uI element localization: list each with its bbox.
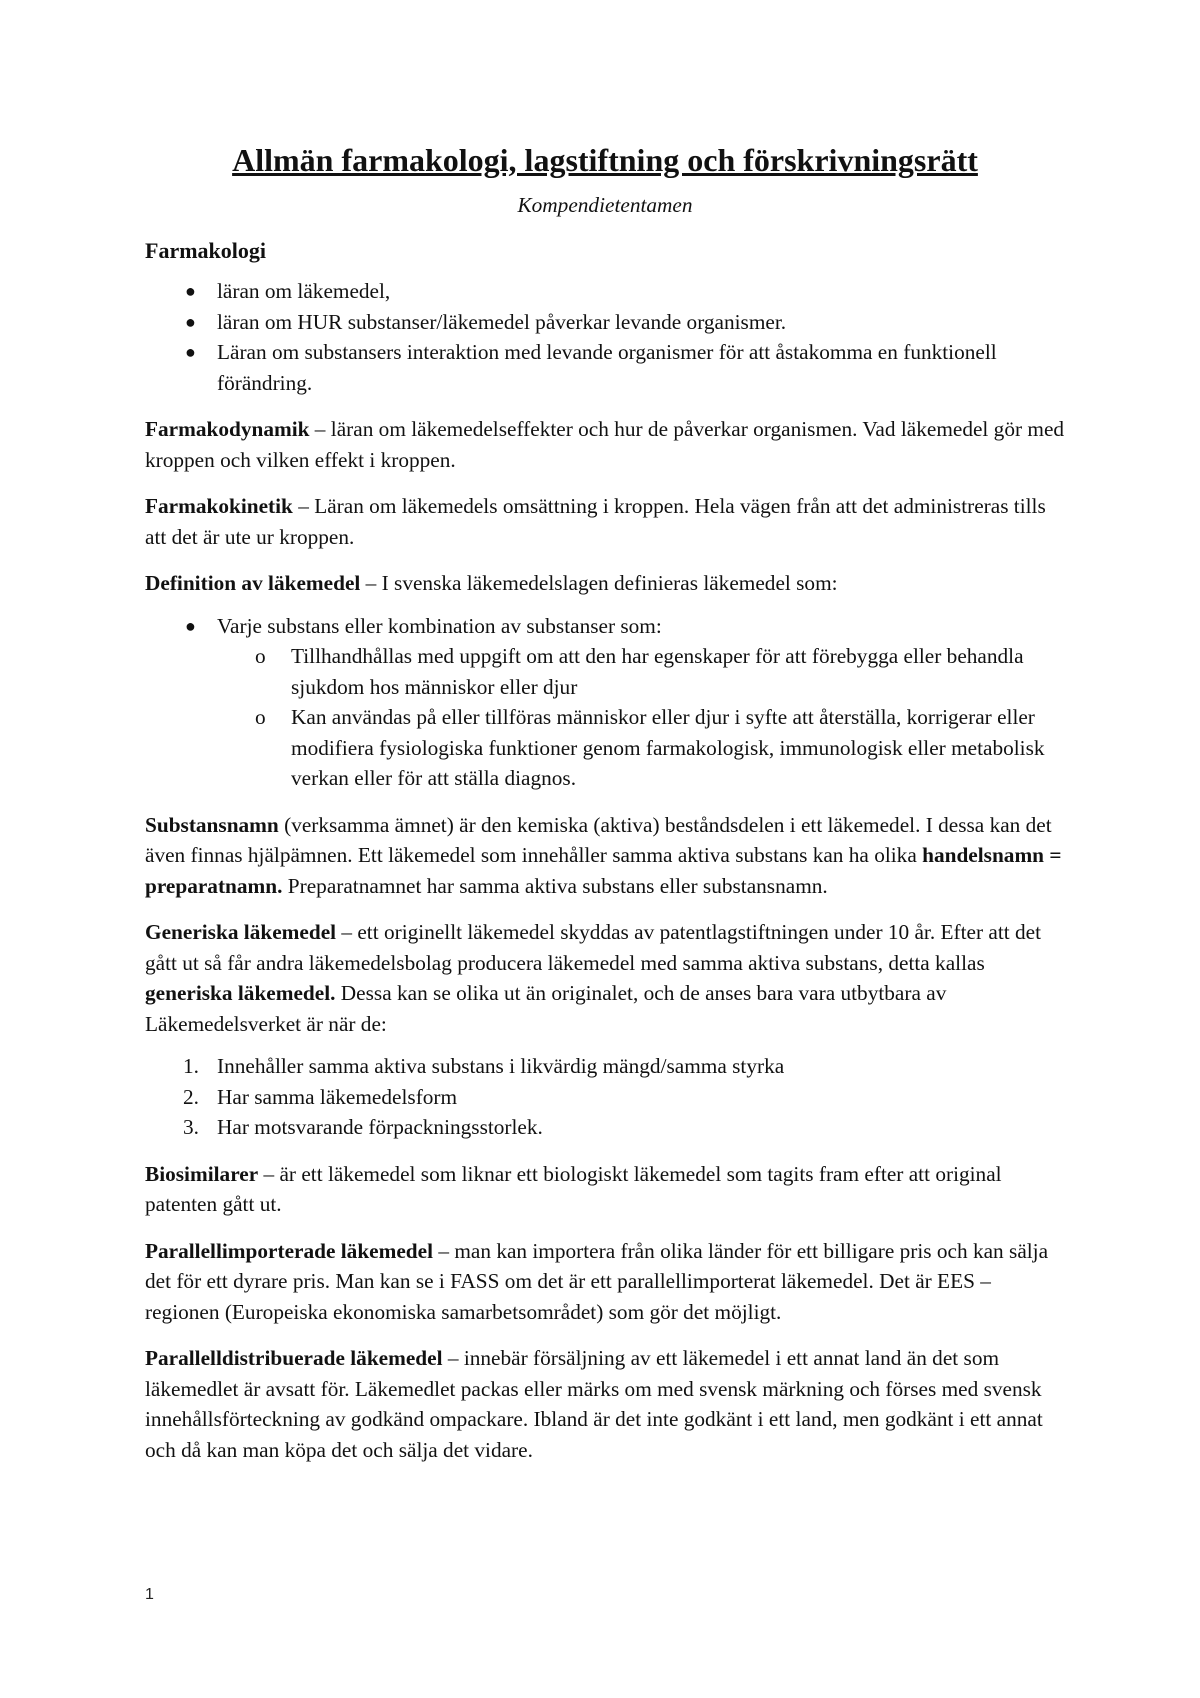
item-number: 2. (183, 1084, 199, 1109)
numbered-item-text: Har motsvarande förpackningsstorlek. (217, 1115, 543, 1139)
sub-list-item (217, 641, 1065, 702)
page-content (145, 140, 1065, 1481)
paragraph-text: Preparatnamnet har samma aktiva substans eller substansnamn. (282, 873, 828, 898)
circle-bullet-icon: o (255, 644, 266, 668)
numbered-item (145, 1051, 1065, 1082)
definition-bullet-list (145, 611, 1065, 794)
list-item (145, 611, 1065, 794)
paragraph-farmakokinetik (145, 491, 1065, 552)
term-paralleldistribuerade: Parallelldistribuerade läkemedel (145, 1346, 443, 1370)
paragraph-definition (145, 568, 1065, 599)
term-generiska: Generiska läkemedel (145, 920, 337, 944)
definition-text: – man kan importera från olika länder för ett billigare pris och kan sälja det för ett dyrare pris. Man kan se i FASS om det är ett parallellimporterat läkemedel. Det är EES – regionen (Europeiska ekonomiska samarbetsområdet) som gör det möjligt. (145, 1238, 1049, 1324)
item-number: 3. (183, 1115, 199, 1139)
list-item (145, 307, 1065, 338)
numbered-item-text: Innehåller samma aktiva substans i likvärdig mängd/samma styrka (217, 1054, 785, 1078)
definition-text: – I svenska läkemedelslagen definieras läkemedel som: (360, 571, 838, 595)
numbered-item (145, 1082, 1065, 1113)
list-item-text: Varje substans eller kombination av substanser som: (217, 613, 662, 638)
list-item-text: Läran om substansers interaktion med levande organismer för att åstakomma en funktionell förändring. (217, 340, 997, 395)
term-parallellimporterade: Parallellimporterade läkemedel (145, 1238, 434, 1263)
paragraph-farmakodynamik (145, 414, 1065, 475)
bullet-icon: ● (185, 281, 196, 301)
term-handelsnamn: handelsnamn = preparatnamn. (145, 843, 1062, 898)
paragraph-paralleldistribuerade (145, 1343, 1065, 1465)
term-farmakokinetik: Farmakokinetik (145, 494, 293, 518)
term-definition: Definition av läkemedel (145, 571, 361, 595)
sub-list-item-text: Kan användas på eller tillföras människor eller djur i syfte att återställa, korrigerar eller modifiera fysiologiska funktioner genom farmakologisk, immunologisk eller metabolisk verkan eller för att ställa diagnos. (291, 705, 1045, 790)
definition-text: – innebär försäljning av ett läkemedel i ett annat land än det som läkemedlet är avsatt för. Läkemedlet packas eller märks om med svensk märkning och förses med svensk innehållsförteckning av godkänd ompackare. Ibland är det inte godkänt i ett land, men godkänt i ett annat och då kan man köpa det och sälja det vidare. (145, 1346, 1043, 1462)
term-biosimilarer: Biosimilarer (145, 1161, 259, 1186)
list-item (145, 337, 1065, 398)
paragraph-biosimilarer (145, 1159, 1065, 1220)
term-generiska-inline: generiska läkemedel. (145, 981, 336, 1005)
bullet-icon: ● (185, 311, 196, 332)
generiska-numbered-list (145, 1051, 1065, 1143)
paragraph-parallellimporterade (145, 1236, 1065, 1328)
item-number: 1. (183, 1054, 199, 1078)
document-subtitle: Kompendietentamen (517, 193, 693, 217)
paragraph-text: Dessa kan se olika ut än originalet, och de anses bara vara utbytbara av Läkemedelsverket är när de: (145, 981, 947, 1036)
definition-text: – Läran om läkemedels omsättning i kroppen. Hela vägen från att det administreras tills att det är ute ur kroppen. (145, 494, 1046, 549)
definition-text: – är ett läkemedel som liknar ett biologiskt läkemedel som tagits fram efter att original patenten gått ut. (145, 1161, 1002, 1216)
sub-list-item-text: Tillhandhållas med uppgift om att den har egenskaper för att förebygga eller behandla sjukdom hos människor eller djur (291, 644, 1024, 699)
circle-bullet-icon: o (255, 705, 266, 729)
list-item-text: läran om läkemedel, (217, 279, 391, 303)
term-substansnamn: Substansnamn (145, 812, 279, 837)
document-title: Allmän farmakologi, lagstiftning och förskrivningsrätt (232, 142, 978, 178)
numbered-item-text: Har samma läkemedelsform (217, 1084, 458, 1109)
definition-sub-list (217, 641, 1065, 794)
paragraph-substansnamn (145, 810, 1065, 902)
list-item-text: läran om HUR substanser/läkemedel påverkar levande organismer. (217, 309, 787, 334)
bullet-icon: ● (185, 342, 196, 362)
numbered-item (145, 1112, 1065, 1143)
list-item (145, 276, 1065, 307)
paragraph-text: (verksamma ämnet) är den kemiska (aktiva) beståndsdelen i ett läkemedel. I dessa kan det även finnas hjälpämnen. Ett läkemedel som innehåller samma aktiva substans kan ha olika (145, 812, 1052, 867)
farmakologi-bullet-list (145, 276, 1065, 398)
term-farmakodynamik: Farmakodynamik (145, 417, 310, 441)
page-number: 1 (145, 1586, 154, 1603)
sub-list-item (217, 702, 1065, 794)
bullet-icon: ● (185, 615, 196, 636)
definition-text: – läran om läkemedelseffekter och hur de påverkar organismen. Vad läkemedel gör med kroppen och vilken effekt i kroppen. (145, 417, 1065, 472)
paragraph-text: – ett originellt läkemedel skyddas av patentlagstiftningen under 10 år. Efter att det gått ut så får andra läkemedelsbolag producera läkemedel med samma aktiva substans, detta kallas (145, 920, 1042, 975)
paragraph-generiska (145, 917, 1065, 1039)
section-heading-farmakologi: Farmakologi (145, 238, 266, 263)
